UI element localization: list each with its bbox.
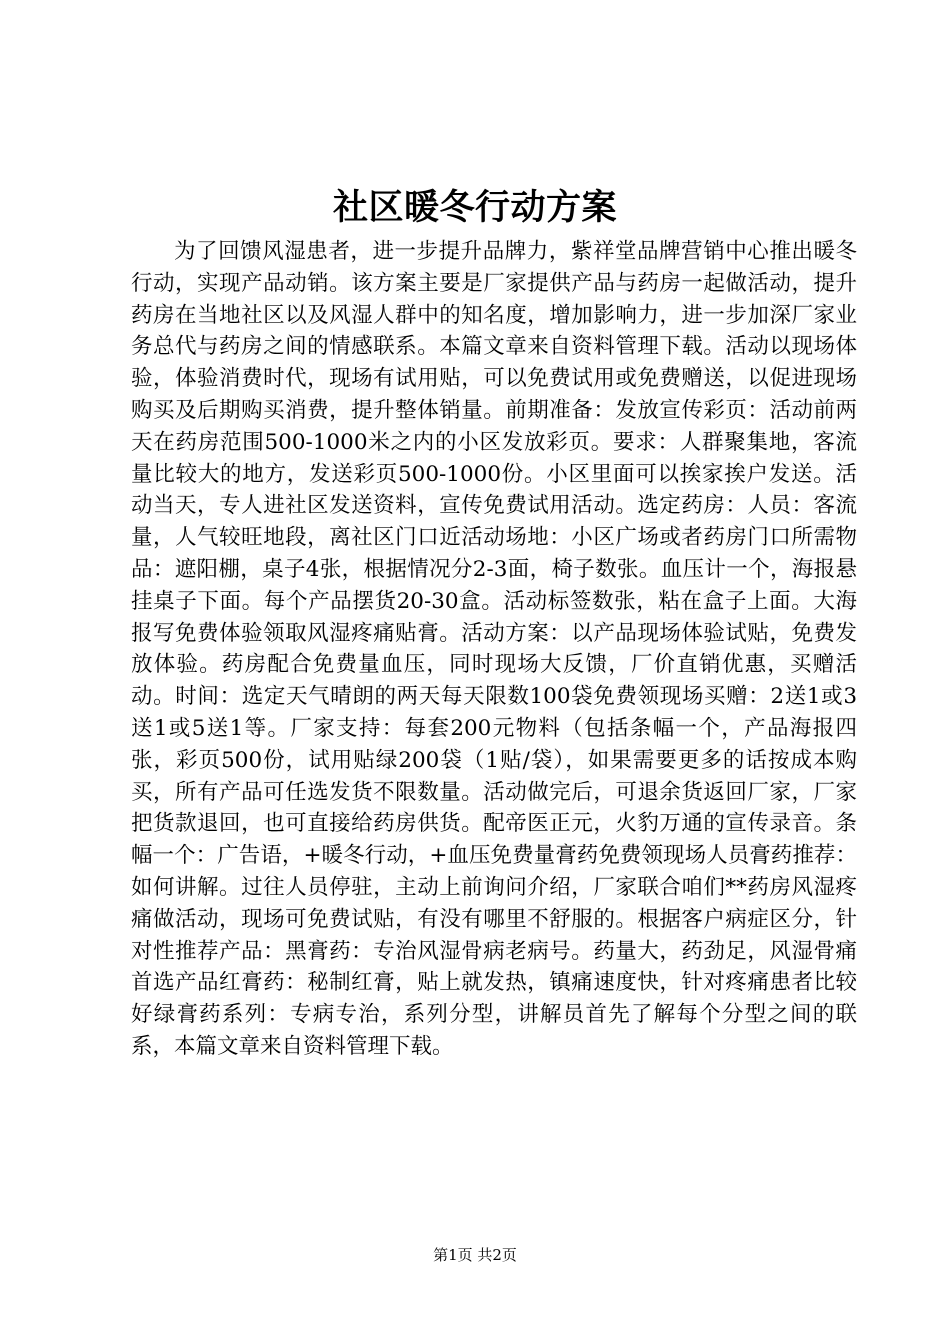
page-footer: 第1页 共2页 (433, 1246, 517, 1264)
document-title: 社区暖冬行动方案 (332, 187, 617, 228)
document-body: 为了回馈风湿患者，进一步提升品牌力，紫祥堂品牌营销中心推出暖冬行动，实现产品动销。该方案主要是厂家提供产品与药房一起做活动，提升药房在当地社区以及风湿人群中的知名度，增加影响力，进一步加深厂家业务总代与药房之间的情感联系。本篇文章来自资料管理下载。活动以现场体验，体验消费时代，现场有试用贴，可以免费试用或免费赠送，以促进现场购买及后期购买消费，提升整体销量。前期准备：发放宣传彩页：活动前两天在药房范围500-1000米之内的小区发放彩页。要求：人群聚集地，客流量比较大的地方，发送彩页500-1000份。小区里面可以挨家挨户发送。活动当天，专人进社区发送资料，宣传免费试用活动。选定药房：人员：客流量，人气较旺地段，离社区门口近活动场地：小区广场或者药房门口所需物品：遮阳棚，桌子4张，根据情况分2-3面，椅子数张。血压计一个，海报悬挂桌子下面。每个产品摆货20-30盒。活动标签数张，粘在盒子上面。大海报写免费体验领取风湿疼痛贴膏。活动方案：以产品现场体验试贴，免费发放体验。药房配合免费量血压，同时现场大反馈，厂价直销优惠，买赠活动。时间：选定天气晴朗的两天每天限数100袋免费领现场买赠：2送1或3送1或5送1等。厂家支持：每套200元物料（包括条幅一个，产品海报四张，彩页500份，试用贴绿200袋（1贴/袋），如果需要更多的话按成本购买，所有产品可任选发货不限数量。活动做完后，可退余货返回厂家，厂家把货款退回，也可直接给药房供货。配帝医正元，火豹万通的宣传录音。条幅一个：广告语，+暖冬行动，+血压免费量膏药免费领现场人员膏药推荐：如何讲解。过往人员停驻，主动上前询问介绍，厂家联合咱们**药房风湿疼痛做活动，现场可免费试贴，有没有哪里不舒服的。根据客户病症区分，针对性推荐产品：黑膏药：专治风湿骨病老病号。药量大，药劲足，风湿骨痛首选产品红膏药：秘制红膏，贴上就发热，镇痛速度快，针对疼痛患者比较好绿膏药系列：专病专治，系列分型，讲解员首先了解每个分型之间的联系，本篇文章来自资料管理下载。 (131, 239, 857, 1059)
